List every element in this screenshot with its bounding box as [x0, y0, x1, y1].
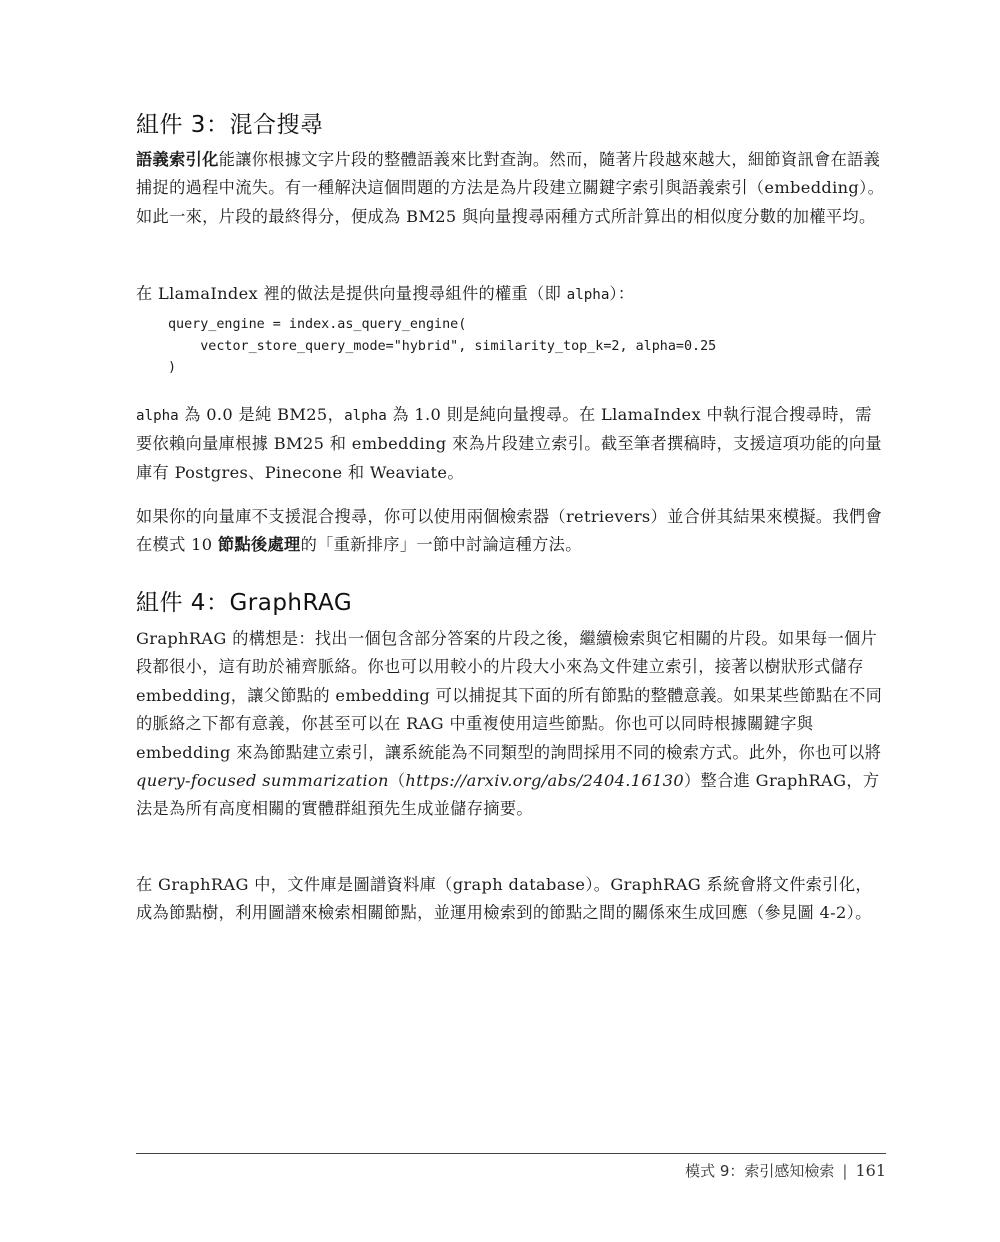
bold-term-semantic-indexing: 語義索引化	[136, 150, 219, 169]
footer-chapter-title: 模式 9：索引感知檢索	[685, 1162, 835, 1180]
page-number: 161	[855, 1161, 886, 1180]
italic-query-focused-summarization: query-focused summarization	[136, 771, 389, 791]
footer-divider	[136, 1153, 886, 1154]
paragraph-graphrag-concept: GraphRAG 的構想是：找出一個包含部分答案的片段之後，繼續檢索與它相關的片段。如果每一個片段都很小，這有助於補齊脈絡。你也可以用較小的片段大小來為文件建立索引，接著以樹狀形式儲存 embedding，讓父節點的 embedding 可以捕捉其下面的所有節點的整體意義。如果某些節點在不同的脈絡之下都有意義，你甚至可以在 RAG 中重複使用這些節點。你也可以同時根據關鍵字與 embedding 來為節點建立索引，讓系統能為不同類型的詢問採用不同的檢索方式。此外，你也可以將 query-focused summarization（https://arxiv.org/abs/2404.16130）整合進 GraphRAG，方法是為所有高度相關的實體群組預先生成並儲存摘要。	[136, 629, 883, 819]
inline-code-alpha: alpha	[344, 408, 387, 424]
section-heading-hybrid-search: 組件 3：混合搜尋	[136, 112, 324, 138]
paragraph-retrievers-fallback: 如果你的向量庫不支援混合搜尋，你可以使用兩個檢索器（retrievers）並合併其結果來模擬。我們會在模式 10 節點後處理的「重新排序」一節中討論這種方法。	[136, 507, 883, 555]
page-body	[136, 0, 886, 1242]
paragraph-semantic-indexing: 語義索引化能讓你根據文字片段的整體語義來比對查詢。然而，隨著片段越來越大，細節資訊會在語義捕捉的過程中流失。有一種解決這個問題的方法是為片段建立關鍵字索引與語義索引（embedding）。如此一來，片段的最終得分，便成為 BM25 與向量搜尋兩種方式所計算出的相似度分數的加權平均。	[136, 150, 885, 226]
page-footer	[685, 1160, 886, 1181]
paragraph-graph-database: 在 GraphRAG 中，文件庫是圖譜資料庫（graph database）。GraphRAG 系統會將文件索引化，成為節點樹，利用圖譜來檢索相關節點，並運用檢索到的節點之間的關係來生成回應（參見圖 4-2）。	[136, 875, 872, 923]
code-block-query-engine: query_engine = index.as_query_engine( vector_store_query_mode="hybrid", similarity_top_k=2, alpha=0.25 )	[168, 317, 717, 375]
footer-separator: |	[842, 1161, 848, 1180]
bold-term-node-postprocessing: 節點後處理	[217, 535, 301, 555]
italic-arxiv-url: https://arxiv.org/abs/2404.16130	[405, 771, 685, 791]
paragraph-llamaindex-alpha: 在 LlamaIndex 裡的做法是提供向量搜尋組件的權重（即 alpha）：	[136, 284, 635, 303]
inline-code-alpha: alpha	[136, 408, 179, 424]
paragraph-alpha-explanation: alpha 為 0.0 是純 BM25，alpha 為 1.0 則是純向量搜尋。在 LlamaIndex 中執行混合搜尋時，需要依賴向量庫根據 BM25 和 embedding 來為片段建立索引。截至筆者撰稿時，支援這項功能的向量庫有 Postgres、Pinecone 和 Weaviate。	[136, 405, 882, 482]
section-heading-graphrag: 組件 4：GraphRAG	[136, 590, 353, 616]
inline-code-alpha: alpha	[566, 287, 610, 303]
